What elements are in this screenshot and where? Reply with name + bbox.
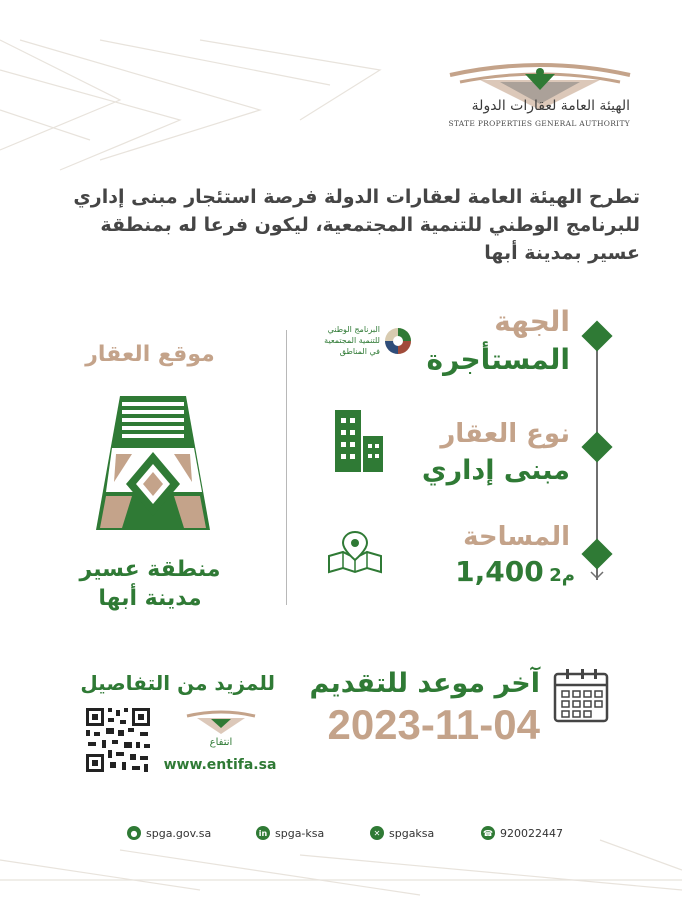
linkedin-icon: in <box>256 826 270 840</box>
area-unit: م2 <box>549 565 575 586</box>
entifa-url[interactable]: www.entifa.sa <box>163 757 277 773</box>
location-city: مدينة أبها <box>98 586 202 611</box>
location-region: منطقة عسير <box>79 557 221 582</box>
deadline-label: آخر موعد للتقديم <box>309 668 540 699</box>
footer-linkedin-text: spga-ksa <box>275 826 325 840</box>
intro-text: تطرح الهيئة العامة لعقارات الدولة فرصة استئجار مبنى إداري للبرنامج الوطني للتنمية المجتمعية، ليكون فرعا له بمنطقة عسير بمدينة أبها <box>73 186 640 264</box>
footer-linkedin[interactable] <box>256 826 324 840</box>
footer-phone-text: 920022447 <box>500 826 563 840</box>
phone-icon: ☎ <box>481 826 495 840</box>
lessee-value: المستأجرة <box>426 343 570 376</box>
footer-website-text: spga.gov.sa <box>146 826 212 840</box>
more-details-label: للمزيد من التفاصيل <box>80 671 275 695</box>
property-type-label: نوع العقار <box>440 419 570 449</box>
qr-code-icon[interactable] <box>84 706 152 774</box>
x-icon: ✕ <box>370 826 384 840</box>
partner-line-1: البرنامج الوطني <box>327 325 380 334</box>
footer-phone[interactable] <box>481 826 563 840</box>
partner-line-3: في المناطق <box>339 347 380 356</box>
timeline-end-chevron-icon <box>589 570 605 582</box>
property-type-value: مبنى إداري <box>421 455 570 486</box>
globe-icon: ● <box>127 826 141 840</box>
calendar-icon <box>552 667 610 725</box>
org-name-en: STATE PROPERTIES GENERAL AUTHORITY <box>448 119 630 128</box>
partner-logo-icon <box>383 325 413 357</box>
location-title: موقع العقار <box>85 342 215 367</box>
partner-line-2: للتنمية المجتمعية <box>324 336 380 345</box>
entifa-brand: انتفاع <box>209 737 233 748</box>
footer-website[interactable] <box>127 826 211 840</box>
lessee-label: الجهة <box>494 305 570 338</box>
entifa-logo-icon <box>185 710 257 736</box>
footer-x-text: spgaksa <box>389 826 435 840</box>
deadline-date: 2023-11-04 <box>327 701 540 748</box>
area-number: 1,400 <box>455 555 544 588</box>
org-name-ar: الهيئة العامة لعقارات الدولة <box>471 98 630 114</box>
footer-x[interactable] <box>370 826 434 840</box>
vertical-separator <box>286 330 287 605</box>
area-value <box>440 555 575 588</box>
abha-landmark-icon <box>92 392 214 532</box>
area-label: المساحة <box>463 522 570 552</box>
